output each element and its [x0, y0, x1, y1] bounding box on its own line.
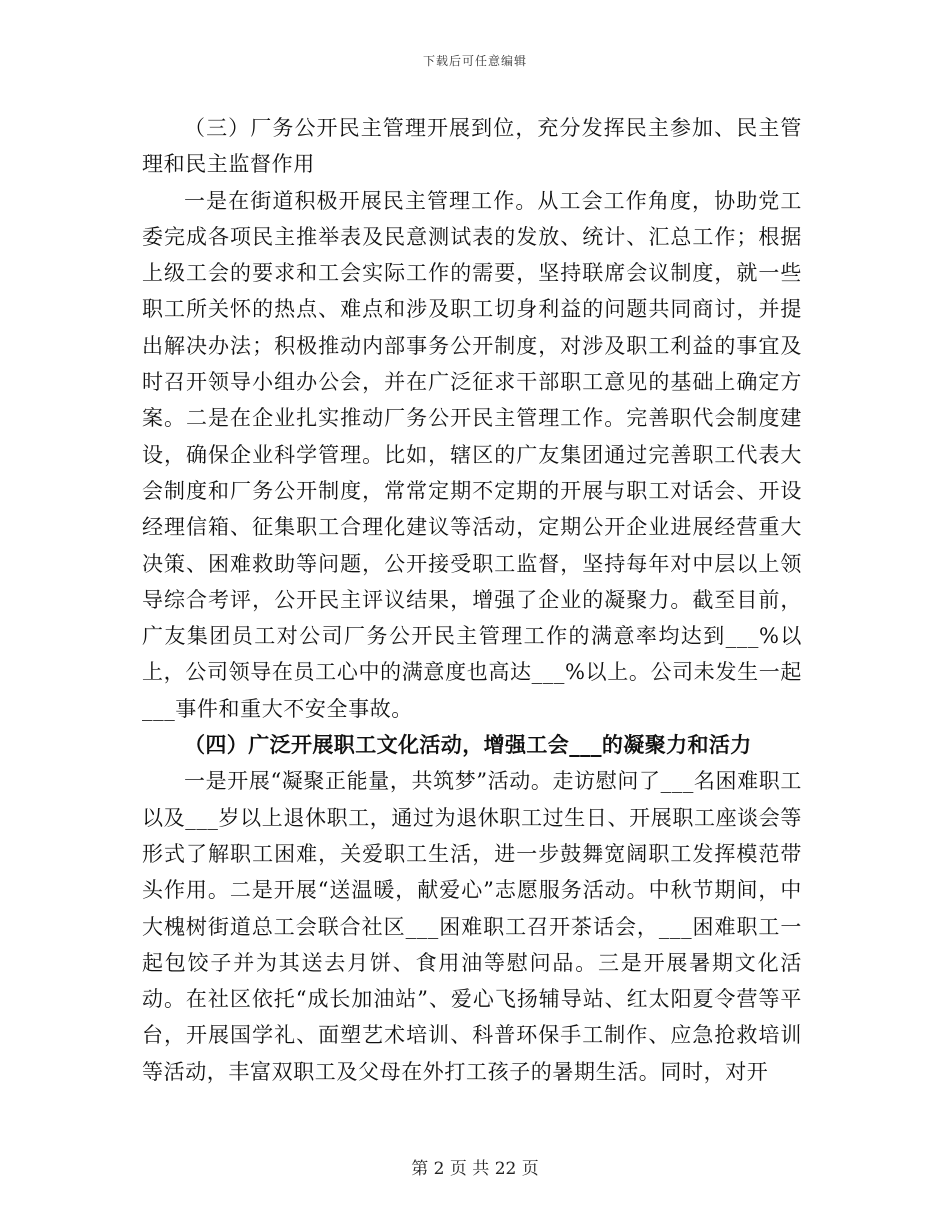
section-3-paragraph: 一是在街道积极开展民主管理工作。从工会工作角度，协助党工委完成各项民主推举表及民意测试表的发放、统计、汇总工作；根据上级工会的要求和工会实际工作的需要，坚持联席会议制度，就一些职工所关怀的热点、难点和涉及职工切身利益的问题共同商讨，并提出解决办法；积极推动内部事务公开制度，对涉及职工利益的事宜及时召开领导小组办公会，并在广泛征求干部职工意见的基础上确定方案。二是在企业扎实推动厂务公开民主管理工作。完善职代会制度建设，确保企业科学管理。比如，辖区的广友集团通过完善职工代表大会制度和厂务公开制度，常常定期不定期的开展与职工对话会、开设经理信箱、征集职工合理化建议等活动，定期公开企业进展经营重大决策、困难救助等问题，公开接受职工监督，坚持每年对中层以上领导综合考评，公开民主评议结果，增强了企业的凝聚力。截至目前，广友集团员工对公司厂务公开民主管理工作的满意率均达到___%以上，公司领导在员工心中的满意度也高达___%以上。公司未发生一起___事件和重大不安全事故。 [142, 188, 802, 721]
document-body [142, 110, 802, 1090]
page-header: 下载后可任意编辑 [422, 54, 527, 68]
page-number-footer: 第 2 页 共 22 页 [411, 1159, 539, 1179]
section-3-title: （三）厂务公开民主管理开展到位，充分发挥民主参加、民主管理和民主监督作用 [142, 116, 802, 177]
section-4-paragraph: 一是开展“凝聚正能量，共筑梦”活动。走访慰问了___名困难职工以及___岁以上退休职工，通过为退休职工过生日、开展职工座谈会等形式了解职工困难，关爱职工生活，进一步鼓舞宽阔职工发挥模范带头作用。二是开展“送温暖，献爱心”志愿服务活动。中秋节期间，中大槐树街道总工会联合社区___困难职工召开茶话会，___困难职工一起包饺子并为其送去月饼、食用油等慰问品。三是开展暑期文化活动。在社区依托“成长加油站”、爱心飞扬辅导站、红太阳夏令营等平台，开展国学礼、面塑艺术培训、科普环保手工制作、应急抢救培训等活动，丰富双职工及父母在外打工孩子的暑期生活。同时，对开 [142, 769, 802, 1084]
section-4-title: （四）广泛开展职工文化活动，增强工会___的凝聚力和活力 [184, 733, 752, 758]
